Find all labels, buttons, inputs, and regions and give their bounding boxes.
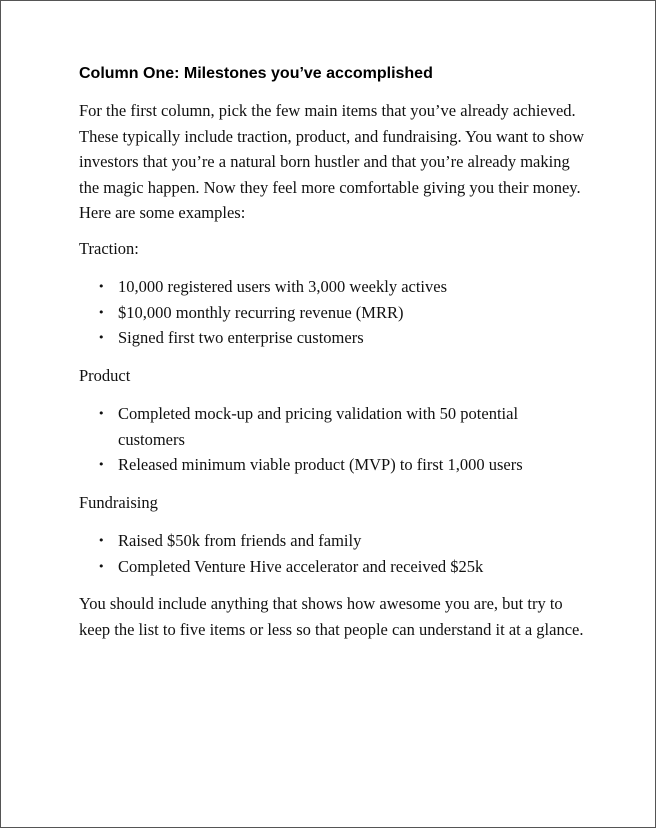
bullet-icon: • xyxy=(98,458,105,471)
bullet-icon: • xyxy=(98,559,105,573)
list-item xyxy=(98,528,584,554)
intro-paragraph: For the first column, pick the few main items that you’ve already achieved. These typically include traction, product, and fundraising. You want to show investors that you’re a natural born hustler and that you’re already making the magic happen. Now they feel more comfortable giving you their money. Here are some examples: xyxy=(79,101,584,222)
fundraising-label: Fundraising xyxy=(79,492,158,512)
list-item xyxy=(98,325,584,351)
list-item-text: Released minimum viable product (MVP) to first 1,000 users xyxy=(118,455,523,474)
product-label: Product xyxy=(79,365,131,385)
list-item xyxy=(98,452,584,478)
traction-list xyxy=(79,274,584,351)
list-item-text: Completed mock-up and pricing validation with 50 potential customers xyxy=(118,404,519,449)
closing-paragraph: You should include anything that shows how awesome you are, but try to keep the list to five items or less so that people can understand it at a glance. xyxy=(79,594,584,639)
list-item-text: Raised $50k from friends and family xyxy=(118,531,362,550)
bullet-icon: • xyxy=(98,280,105,293)
page-content xyxy=(79,63,584,652)
list-item xyxy=(98,274,584,300)
bullet-icon: • xyxy=(98,534,105,547)
section-heading: Column One: Milestones you’ve accomplished xyxy=(79,65,433,82)
list-item xyxy=(98,554,584,580)
list-item-text: 10,000 registered users with 3,000 weekly actives xyxy=(118,277,448,296)
bullet-icon: • xyxy=(98,331,105,344)
fundraising-list xyxy=(79,528,584,579)
list-item-text: Completed Venture Hive accelerator and received $25k xyxy=(118,556,484,576)
list-item-text: Signed first two enterprise customers xyxy=(118,328,364,347)
bullet-icon: • xyxy=(98,305,105,319)
list-item xyxy=(98,300,584,326)
bullet-icon: • xyxy=(98,407,105,420)
list-item-text: $10,000 monthly recurring revenue (MRR) xyxy=(118,302,404,322)
traction-label: Traction: xyxy=(79,238,139,258)
list-item xyxy=(98,401,584,452)
product-list xyxy=(79,401,584,478)
